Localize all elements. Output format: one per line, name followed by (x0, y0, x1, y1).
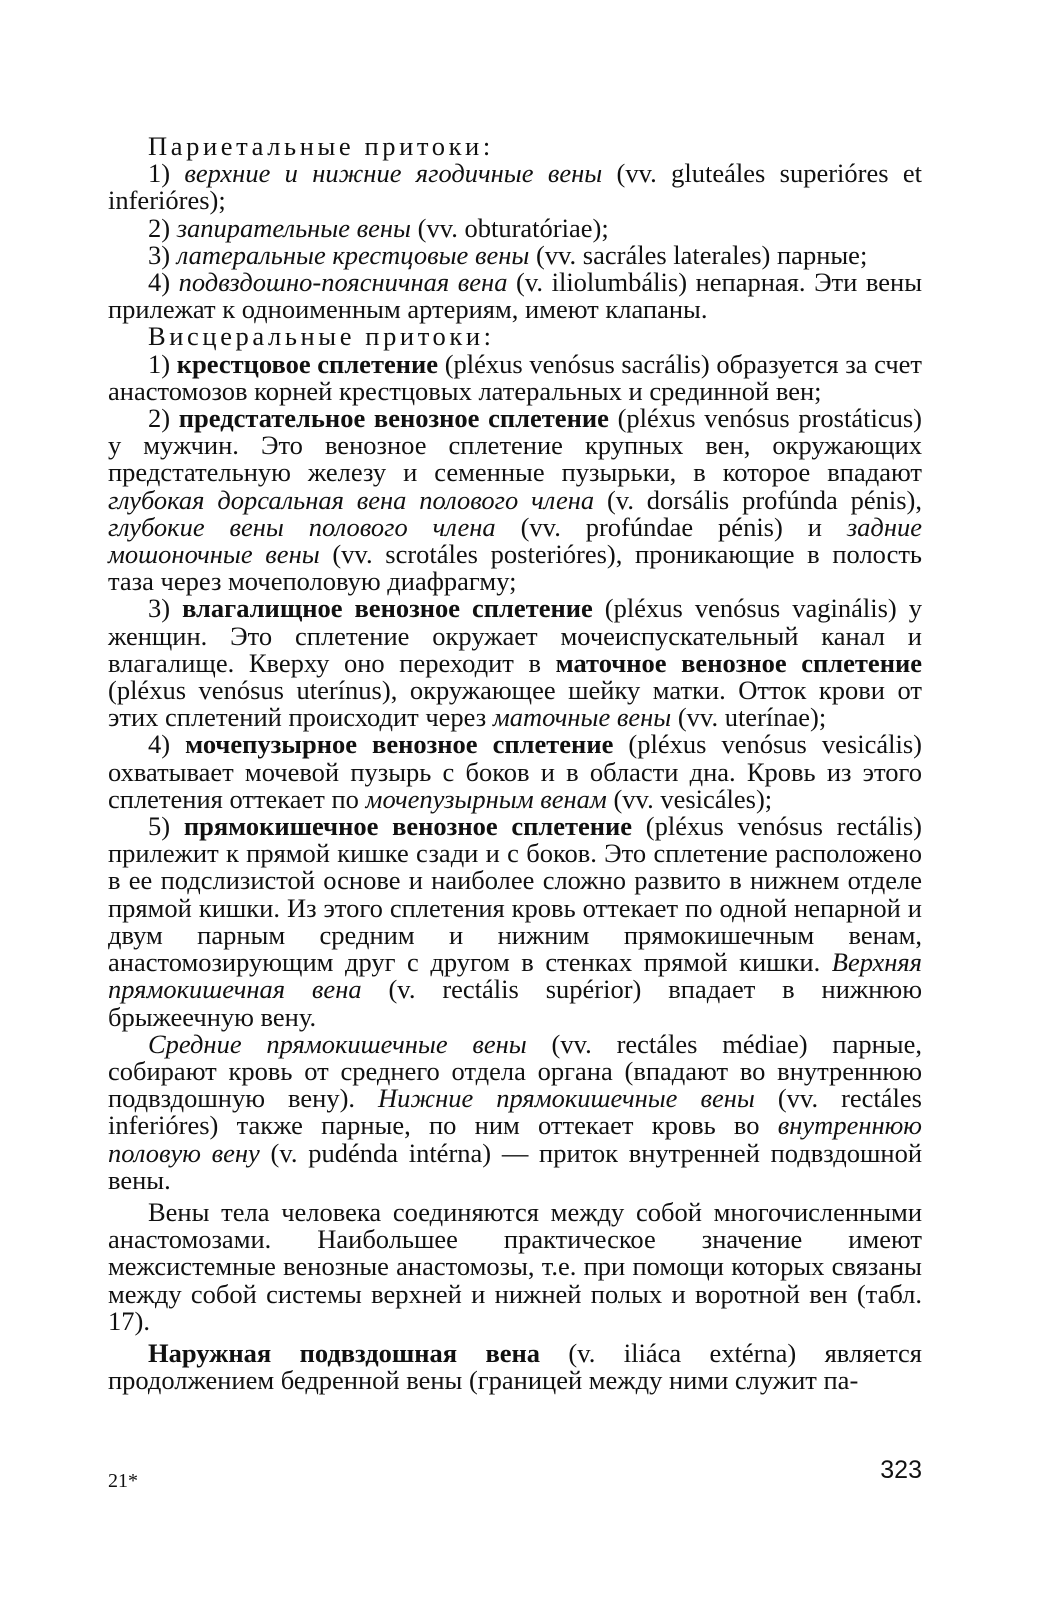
visceral-item-2: 2) предстательное венозное сплетение (pléxus venósus prostáticus) у мужчин. Это венозное сплетение крупных вен, окружающих предстательную железу и семенные пузырьки, в которое впадают глубокая дорсальная вена полового члена (v. dorsális profúnda pénis), глубокие вены полового члена (vv. profúndae pénis) и задние мошоночные вены (vv. scrotáles posterióres), проникающие в полость таза через мочеполовую диафрагму; (108, 403, 923, 597)
parietal-item-4: 4) подвздошно-поясничная вена (v. iliolumbális) непарная. Эти вены прилежат к одноименным артериям, имеют клапаны. (108, 267, 922, 325)
visceral-item-1: 1) крестцовое сплетение (pléxus venósus sacrális) образуется за счет анастомозов корней крестцовых латеральных и срединной вен; (108, 348, 922, 406)
parietal-heading-text: Париетальные притоки: (148, 131, 494, 161)
visceral-item-4: 4) мочепузырное венозное сплетение (pléxus venósus vesicális) охватывает мочевой пузырь с боков и в области дна. Кровь из этого сплетения оттекает по мочепузырным венам (vv. vesicáles); (108, 729, 922, 814)
anastomoses-paragraph: Вены тела человека соединяются между собой многочисленными анастомозами. Наибольшее практическое значение имеют межсистемные венозные анастомозы, т.е. при помощи которых связаны между собой системы верхней и нижней полых и воротной вен (табл. 17). (108, 1196, 922, 1336)
page-footer (108, 1456, 922, 1496)
parietal-item-2: 2) запирательные вены (vv. obturatóriae); (148, 212, 609, 243)
visceral-item-5: 5) прямокишечное венозное сплетение (pléxus venósus rectális) прилежит к прямой кишке сзади и с боков. Это сплетение расположено в ее подслизистой основе и наиболее сложно развито в нижнем отделе прямой кишки. Из этого сплетения кровь оттекает по одной непарной и двум парным средним и нижним прямокишечным венам, анастомозирующим друг с другом в стенках прямой кишки. Верхняя прямокишечная вена (v. rectális supérior) впадает в нижнюю брыжеечную вену. (108, 811, 922, 1032)
signature-mark: 21* (108, 1470, 138, 1492)
page-number: 323 (880, 1456, 922, 1484)
visceral-item-3: 3) влагалищное венозное сплетение (pléxus venósus vaginális) у женщин. Это сплетение окружает мочеиспускательный канал и влагалище. Кверху оно переходит в маточное венозное сплетение (pléxus venósus uterínus), окружающее шейку матки. Отток крови от этих сплетений происходит через маточные вены (vv. uterínae); (108, 593, 922, 733)
external-iliac-paragraph: Наружная подвздошная вена (v. iliáca extérna) является продолжением бедренной вены (границей между ними служит па- (108, 1337, 922, 1396)
parietal-item-3: 3) латеральные крестцовые вены (vv. sacráles laterales) парные; (148, 239, 868, 270)
parietal-item-1: 1) верхние и нижние ягодичные вены (vv. gluteáles superióres et inferióres); (108, 158, 923, 216)
visceral-heading (108, 323, 922, 350)
visceral-heading-text: Висцеральные притоки: (148, 321, 495, 352)
page-body (108, 133, 922, 1394)
rectal-veins-paragraph: Средние прямокишечные вены (vv. rectáles médiae) парные, собирают кровь от среднего отдела органа (впадают во внутреннюю подвздошную вену). Нижние прямокишечные вены (vv. rectáles inferióres) также парные, по ним оттекает кровь во внутреннюю половую вену (v. pudénda intérna) — приток внутренней подвздошной вены. (108, 1028, 922, 1195)
parietal-heading (108, 133, 922, 160)
